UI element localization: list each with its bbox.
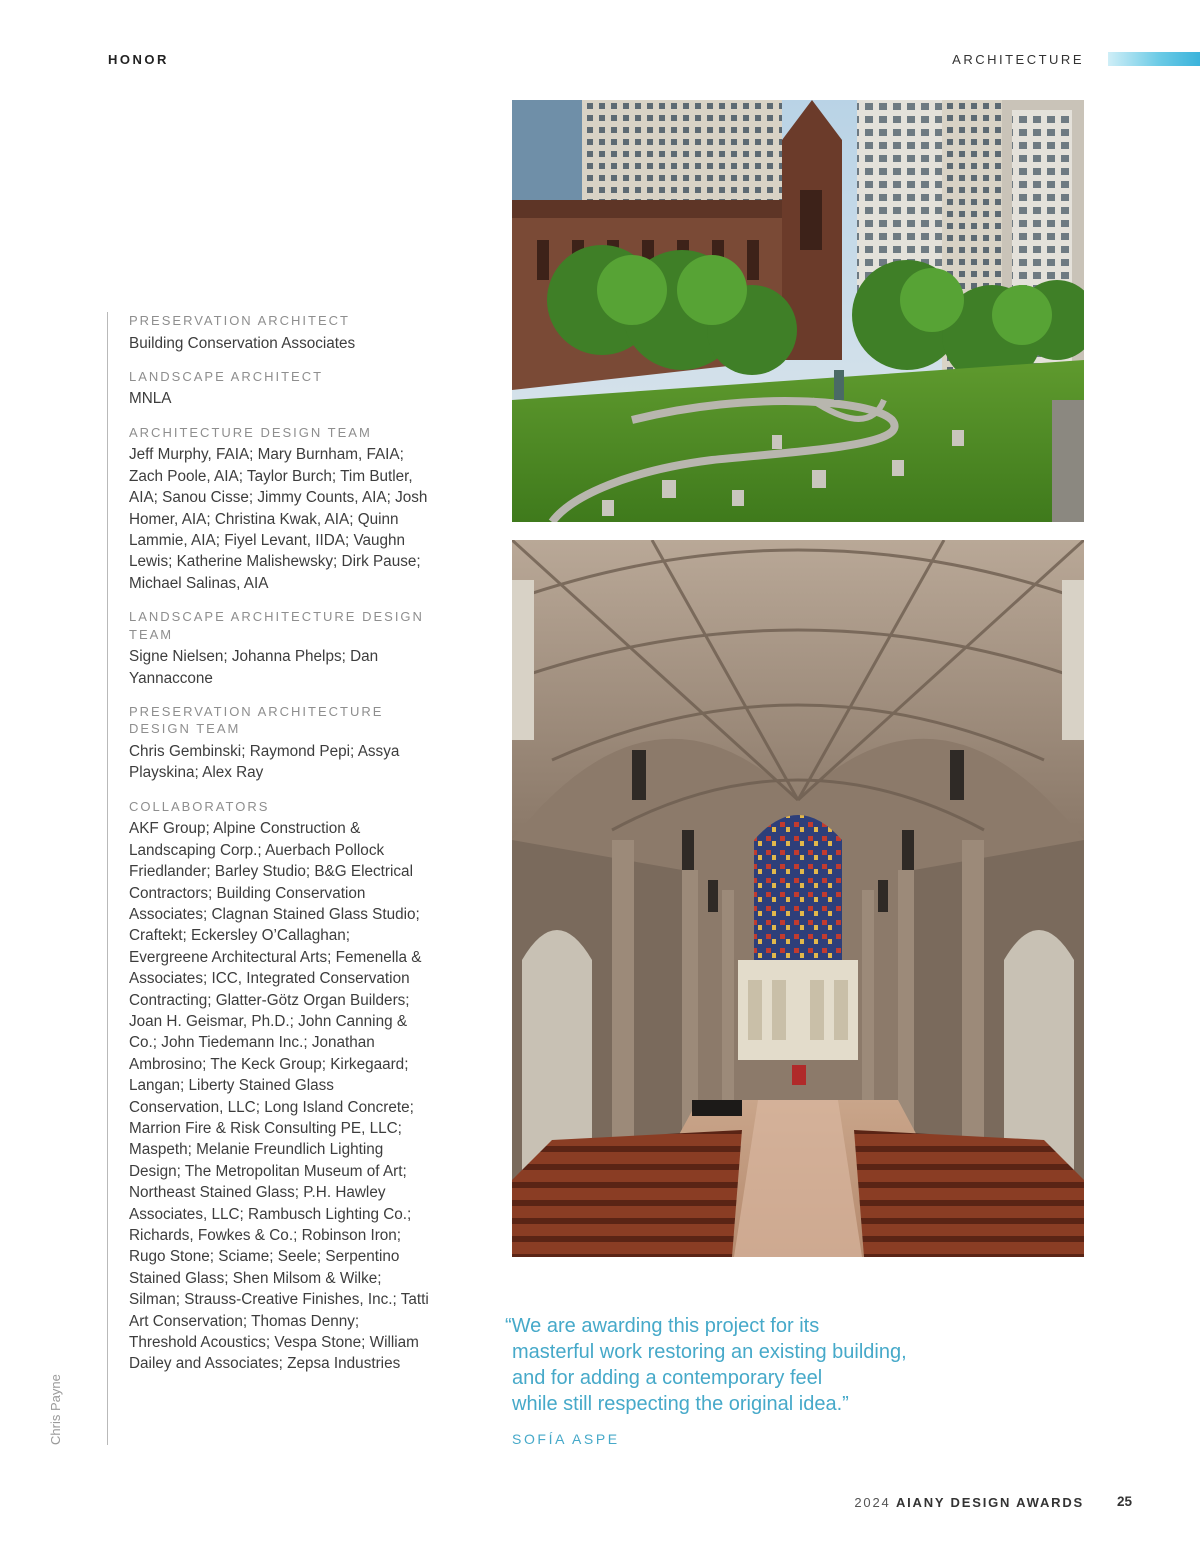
credit-value: Signe Nielsen; Johanna Phelps; Dan Yannaccone [129, 648, 379, 687]
credit-value: Chris Gembinski; Raymond Pepi; Assya Playskina; Alex Ray [129, 742, 400, 782]
accent-bar [1108, 52, 1200, 66]
credit-label: PRESERVATION ARCHITECT [129, 313, 350, 328]
credit-label: LANDSCAPE ARCHITECTURE DESIGN TEAM [129, 609, 424, 642]
quote-author: SOFÍA ASPE [512, 1431, 620, 1447]
credit-architecture-design-team [129, 424, 429, 594]
credit-value: Building Conservation Associates [129, 334, 356, 352]
project-credits [107, 312, 429, 1445]
credit-label: COLLABORATORS [129, 798, 270, 814]
credit-value: MNLA [129, 390, 172, 408]
credit-label: PRESERVATION ARCHITECTURE DESIGN TEAM [129, 703, 384, 737]
credit-value: AKF Group; Alpine Construction & Landscaping Corp.; Auerbach Pollock Friedlander; Barley Studio; B&G Electrical Contractors; Building Conservation Associates; Clagnan Stained Glass Studio; Craftekt; Eckersley O’Callaghan; Evergreene Architectural Arts; Femenella & Associates; ICC, Integrated Conservation Contracting; Glatter-Götz Organ Builders; Joan H. Geismar, Ph.D.; John Canning & Co.; John Tiedemann Inc.; Jonathan Ambrosino; The Keck Group; Kirkegaard; Langan; Liberty Stained Glass Conservation, LLC; Long Island Concrete; Marrion Fire & Risk Consulting PE, LLC; Maspeth; Melanie Freundlich Lighting Design; The Metropolitan Museum of Art; Northeast Stained Glass; P.H. Hawley Associates, LLC; Rambusch Lighting Co.; Richards, Fowkes & Co.; Robinson Iron; Rugo Stone; Sciame; Seele; Serpentino Stained Glass; Shen Milsom & Wilke; Silman; Strauss-Creative Finishes, Inc.; Tatti Art Conservation; Thomas Denny; Threshold Acoustics; Vespa Stone; William Dailey and Associates; Zepsa Industries [129, 820, 429, 1373]
page-number: 25 [1117, 1494, 1133, 1509]
quote-line: and for adding a contemporary feel [512, 1367, 823, 1389]
jury-quote [505, 1313, 1005, 1417]
photo-credit: Chris Payne [48, 1374, 63, 1445]
church-exterior-photo [512, 100, 1084, 522]
credit-label: LANDSCAPE ARCHITECT [129, 368, 324, 384]
quote-line: masterful work restoring an existing building, [512, 1341, 907, 1363]
credit-preservation-architect [129, 312, 429, 354]
credit-value: Jeff Murphy, FAIA; Mary Burnham, FAIA; Zach Poole, AIA; Taylor Burch; Tim Butler, AIA; Sanou Cisse; Jimmy Counts, AIA; Josh Homer, AIA; Christina Kwak, AIA; Quinn Lammie, AIA; Fiyel Levant, IIDA; Vaughn Lewis; Katherine Malishewsky; Dirk Pause; Michael Salinas, AIA [129, 446, 428, 592]
credit-preservation-design-team [129, 703, 429, 784]
credit-landscape-design-team [129, 608, 429, 689]
quote-line: while still respecting the original idea.” [512, 1393, 849, 1415]
footer-title: AIANY DESIGN AWARDS [895, 1495, 1084, 1510]
church-interior-photo [512, 540, 1084, 1257]
credit-collaborators [129, 798, 429, 1375]
footer-year: 2024 [854, 1495, 891, 1510]
quote-line: “We are awarding this project for its [505, 1315, 820, 1337]
footer-publication [854, 1495, 1084, 1510]
section-category: HONOR [108, 52, 169, 67]
credit-landscape-architect [129, 368, 429, 410]
credit-label: ARCHITECTURE DESIGN TEAM [129, 424, 372, 440]
section-title: ARCHITECTURE [952, 52, 1084, 67]
